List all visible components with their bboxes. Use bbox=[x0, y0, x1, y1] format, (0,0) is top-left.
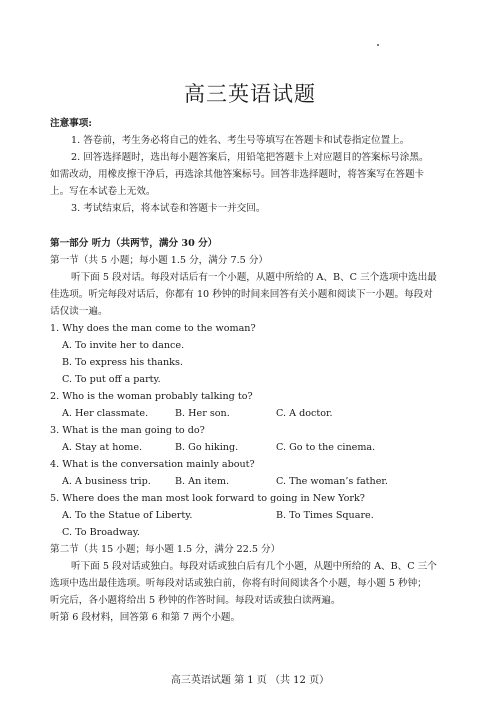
question-5-option-b: B. To Times Square. bbox=[276, 510, 374, 521]
notice-item-1: 1. 答卷前，考生务必将自己的姓名、考生号等填写在答题卡和试卷指定位置上。 bbox=[71, 135, 410, 146]
question-5: 5. Where does the man most look forward to going in New York? bbox=[50, 493, 365, 504]
page-footer: 高三英语试题 第 1 页 （共 12 页） bbox=[170, 675, 330, 686]
question-4-option-b: B. An item. bbox=[175, 476, 230, 487]
question-2-option-c: C. A doctor. bbox=[276, 408, 333, 419]
section2-heading: 第二节（共 15 小题；每小题 1.5 分，满分 22.5 分） bbox=[50, 544, 281, 555]
question-3: 3. What is the man going to do? bbox=[50, 425, 205, 436]
notice-item-2-line-3: 上。写在本试卷上无效。 bbox=[50, 186, 156, 197]
question-2-option-b: B. Her son. bbox=[175, 408, 230, 419]
section2-material-note: 听第 6 段材料，回答第 6 和第 7 两个小题。 bbox=[50, 612, 241, 623]
question-2-option-a: A. Her classmate. bbox=[62, 408, 149, 419]
section1-instruction-line-1: 听下面 5 段对话。每段对话后有一个小题，从题中所给的 A、B、C 三个选项中选出最 bbox=[71, 272, 437, 283]
stray-dot bbox=[377, 44, 379, 46]
question-4-option-a: A. A business trip. bbox=[62, 476, 151, 487]
section2-instruction-line-3: 听完后，各小题将给出 5 秒钟的作答时间。每段对话或独白读两遍。 bbox=[50, 595, 341, 606]
section1-instruction-line-3: 话仅读一遍。 bbox=[50, 306, 108, 317]
notice-item-3: 3. 考试结束后，将本试卷和答题卡一并交回。 bbox=[71, 203, 266, 214]
part1-heading: 第一部分 听力（共两节，满分 30 分） bbox=[50, 238, 218, 249]
question-3-option-a: A. Stay at home. bbox=[62, 442, 143, 453]
notice-heading: 注意事项: bbox=[50, 118, 92, 129]
question-3-option-b: B. Go hiking. bbox=[175, 442, 239, 453]
exam-title: 高三英语试题 bbox=[184, 82, 316, 106]
question-1-option-a: A. To invite her to dance. bbox=[62, 340, 185, 351]
notice-item-2-line-1: 2. 回答选择题时，选出每小题答案后，用铅笔把答题卡上对应题目的答案标号涂黑。 bbox=[71, 152, 429, 163]
question-2: 2. Who is the woman probably talking to? bbox=[50, 391, 253, 402]
question-3-option-c: C. Go to the cinema. bbox=[276, 442, 376, 453]
question-4-option-c: C. The woman’s father. bbox=[276, 476, 388, 487]
question-4: 4. What is the conversation mainly about? bbox=[50, 459, 255, 470]
notice-item-2-line-2: 如需改动，用橡皮擦干净后，再选涂其他答案标号。回答非选择题时，将答案写在答题卡 bbox=[50, 169, 425, 180]
section1-instruction-line-2: 佳选项。听完每段对话后，你都有 10 秒钟的时间来回答有关小题和阅读下一小题。每段对 bbox=[50, 289, 433, 300]
section2-instruction-line-2: 选项中选出最佳选项。听每段对话或独白前，你将有时间阅读各个小题，每小题 5 秒钟； bbox=[50, 578, 427, 589]
question-1-option-b: B. To express his thanks. bbox=[62, 357, 183, 368]
section2-instruction-line-1: 听下面 5 段对话或独白。每段对话或独白后有几个小题，从题中所给的 A、B、C 三个 bbox=[71, 561, 437, 572]
question-1: 1. Why does the man come to the woman? bbox=[50, 323, 256, 334]
question-5-option-c: C. To Broadway. bbox=[62, 527, 140, 538]
question-1-option-c: C. To put off a party. bbox=[62, 374, 161, 385]
section1-heading: 第一节（共 5 小题；每小题 1.5 分，满分 7.5 分） bbox=[50, 255, 269, 266]
question-5-option-a: A. To the Statue of Liberty. bbox=[62, 510, 193, 521]
